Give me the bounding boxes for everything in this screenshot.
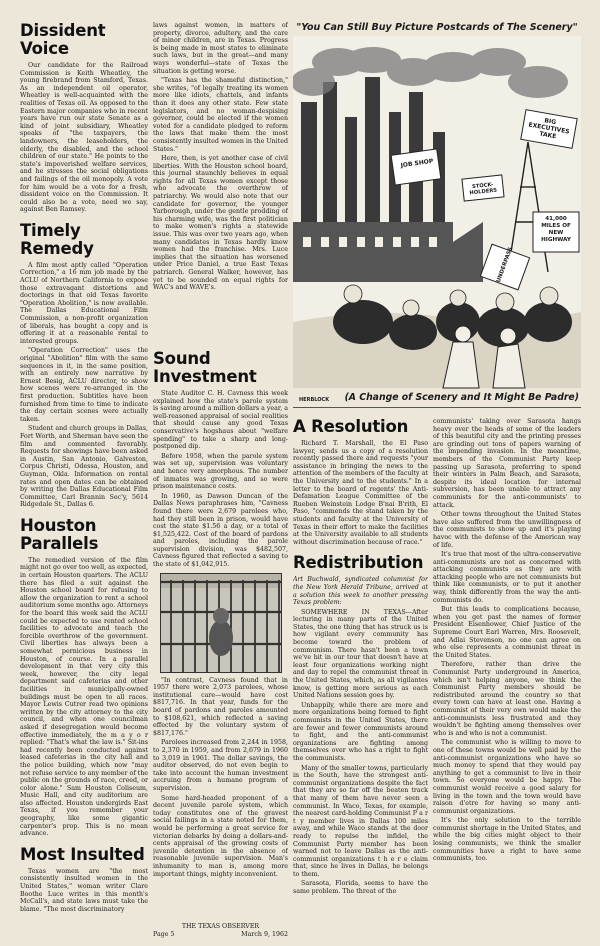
paragraph: Richard T. Marshall, the El Paso lawyer, sends us a copy of a resolution recently passed there and requests "your assistance in bringing the news to the attention of the members of the faculty at the University and to the students." In a letter to the board of regents' the Anti-Defamation League Committee of the Rueben Weinstein Lodge B'nai B'rith, El Paso, "commends the stand taken by the students and faculty at the University of Texas in their effort to make the facilities at the University available to all students without discrimination because of race." bbox=[293, 440, 428, 546]
headline-dissident-voice: Dissident Voice bbox=[20, 22, 106, 58]
cartoon-sign-1: JOB SHOP bbox=[400, 157, 434, 170]
paragraph: Other towns throughout the United States have also suffered from the unwillingness of the communists to show up and it's playing havoc with the defense of the American way of life. bbox=[433, 511, 581, 549]
column-1 bbox=[20, 22, 148, 927]
paragraph: A film most aptly called "Operation Correction," a 16 mm job made by the ACLU of Northern California to expose those extravagant distortions and doctorings in that old Texas favorite "Operation Abolition," is now available. The Dallas Educational Film Commission, a non-profit organization of liberals, has bought a copy and is offering it at a reasonable rental to interested groups. bbox=[20, 261, 148, 345]
publication-name: THE TEXAS OBSERVER bbox=[181, 923, 260, 930]
headline-most-insulted: Most Insulted bbox=[20, 844, 145, 864]
paragraph: The remedied version of the film might not go over too well, as expected, in certain Houston quarters. The ACLU there has filed a suit against the Houston school board for refusing to allow the organization to rent a school auditorium some months ago. Attorneys for the board this week said the ACLU could be expected to use rented school facilities to advocate and teach the forcible overthrow of the government. Civil liberties has always been a somewhat pernicious business in Houston, of course. In a parallel development in that very city this week, however, the city legal department said cafeterias and other facilities in municipally-owned buildings must be open to all races. Mayor Lewis Cutrer read two opinions written by the city attorney to the city council, and when one councilman asked if desegregation would become effective immediately, the m a y o r replied: "That's what the law is." Sit-ins had recently been conducted against leased cafeterias in the city hall and the police building, which now "may not refuse service to any member of the public on the grounds of race, creed, or color alone." Sam Houston Coliseum, Music Hall, and city auditorium are also affected. Houston undergirds East Texas, if you remember your geography, like some gigantic carpenter's prop. This is no mean advance. bbox=[20, 556, 148, 838]
headline-houston-parallels: Houston Parallels bbox=[20, 515, 99, 553]
paragraph: In 1960, as Dawson Duncan of the Dallas News paraphrases him, "Cavness found there were 2,679 parolees who, had they still been in prison, would have cost the state $1.56 a day, or a total of $1,525,422. Cost of the board of pardons and paroles, including the parole supervision division, was $482,507, Cavness figured that reflected a saving to the state of $1,042,915. bbox=[153, 492, 288, 569]
paragraph: Unhappily, while there are more and more organizations being formed to fight communists in the United States, there are fewer and fewer communists around to fight, and the anti-communist organizations are fighting among themselves over who has a right to fight the communists. bbox=[293, 701, 428, 762]
paragraph: It's true that most of the ultra-conservative anti-communists are not as concerned with attacking communists as they are with attacking people who are not communists but think like communists, or to put it another way, think differently from the way the anti-communists do. bbox=[433, 551, 581, 604]
paragraph: "Operation Correction" uses the original "Abolition" film with the same sequences in it, in the same position, with an entirely new narrative by Ernest Besig, ACLU director, to show how scenes were re-arranged in the first production. Subtitles have been furnished from time to time to indicate the day certain scenes were actually taken. bbox=[20, 347, 148, 423]
headline-a-resolution: A Resolution bbox=[293, 418, 409, 436]
column-2-top bbox=[153, 22, 288, 347]
intro-paragraph: Art Buchwald, syndicated columnist for the New York Herald Tribune, arrived at a solution this week to another pressing Texas problem: bbox=[293, 576, 428, 607]
editorial-cartoon bbox=[293, 22, 581, 408]
headline-timely-remedy: Timely Remedy bbox=[20, 220, 94, 258]
headline-redistribution: Redistribution bbox=[293, 553, 424, 573]
cartoon-illustration bbox=[293, 22, 581, 407]
prison-photo bbox=[160, 573, 282, 673]
paragraph: Our candidate for the Railroad Commission is Keith Wheatley, the young firebrand from Stamford, Texas. As an independent oil operator, Wheatley is well-acquainted with the realities of Texas oil. As opposed to the Eastern major companies who in recent years have run our state Senate as a kind of joint subsidiary, Wheatley speaks of "the taxpayers, the landowners, the leaseholders, the elderly, the disabled, and the school children of our state." He points to the state's impoverished welfare services, and he stresses the social obligations and failings of the oil monopoly. A vote for him would be a vote for a fresh, dissident voice on the Commission. It could also be a vote, need we say, against Ben Ramsey. bbox=[20, 62, 148, 214]
paragraph: It's the only solution to the terrible communist shortage in the United States, and while the big cities might object to their losing communists, we think the smaller communities have a right to have some communists, too. bbox=[433, 817, 581, 863]
paragraph: Many of the smaller towns, particularly in the South, have the strongest anti-communist organizations despite the fact that they are so far off the beaten track that many of them have never seen a communist. In Waco, Texas, for example, the nearest card-holding Communist P a r t y member lives in Dallas 100 miles away, and while Waco stands at the door ready to repulse the infidel, the Communist Party member has been warned not to leave Dallas as the anti-communist organizations t h e r e claim that, since he lives in Dallas, he belongs to them. bbox=[293, 764, 428, 878]
paragraph: Parolees increased from 2,244 in 1958, to 2,370 in 1959, and from 2,679 in 1960 to 3,019 in 1961. The dollar savings, the auditor observed, do not even begin to take into account the human investment accruing from a humane program of supervision. bbox=[153, 739, 288, 792]
page-footer bbox=[153, 923, 288, 938]
paragraph: Before 1958, when the parole system was set up, supervision was voluntary and hence very amorphous. The number of inmates was growing, and so were prison maintenance costs. bbox=[153, 452, 288, 491]
issue-date: March 9, 1962 bbox=[241, 931, 288, 938]
paragraph: "In contrast, Cavness found that in 1957 there were 2,073 parolees, whose institutional care—would have cost $817,716. In that year, funds for the board of pardons and paroles amounted to $108,621, which reflected a saving effected by the voluntary system of $817,176." bbox=[153, 676, 288, 737]
cartoon-sign-2: BIG EXECUTIVES TAKE bbox=[527, 117, 571, 141]
paragraph: SOMEWHERE IN TEXAS—After lecturing in many parts of the United States, the one thing that has struck us is how vigilant every community has become toward the problem of communism. There hasn't been a town we've hit in our tour that doesn't have at least four organizations working night and day to repel the communist threat in the United States, which, as all vigilantes know, is getting more serious as each United Nations session goes by. bbox=[293, 608, 428, 700]
page-number: Page 5 bbox=[153, 931, 175, 938]
article-dissident-voice bbox=[20, 22, 148, 214]
article-houston-parallels bbox=[20, 517, 148, 838]
paragraph: Some hard-headed proponent of a decent juvenile parole system, which today constitutes one of the gravest social failings in a state noted for them, would be performing a great service for victorian debarks by doing a dollars-and-cents appraisal of the growing costs of juvenile detention in the absence of reasonable juvenile supervision. Man's inhumanity to man is, among more important things, mighty inconvenient. bbox=[153, 794, 288, 878]
paragraph: State Auditor C. H. Cavness this week explained how the state's parole system is saving around a million dollars a year, a well-reasoned appraisal of social realities that should cause any good Texas conservative's hogshaus about "welfare spending" to take a sharp and long-postponed dip. bbox=[153, 390, 288, 451]
paragraph: Therefore, rather than drive the Communist Party underground in America, which isn't helping anyone, we think the Communist Party members should be redistributed around the country so that every town can have at least one. Having a communist of their very own would make the anti-communists less frustrated and they wouldn't be fighting among themselves over who is and who is not a communist. bbox=[433, 661, 581, 737]
paragraph: communists' taking over Sarasota hangs heavy over the heads of some of the leaders of this beautiful city and the printing presses are grinding out tons of papers warning of the impending invasion. In the meantime, members of the Communist Party keep passing up Sarasota, preferring to spend their winters in Palm Beach, and Sarasota, despite its ideal location for internal subversion, has been unable to attract any communists for the anti-communists' to attack. bbox=[433, 418, 581, 509]
paragraph: Student and church groups in Dallas, Fort Worth, and Sherman have seen the film and commented favorably. Requests for showings have been asked in Austin, San Antonio, Galveston, Corpus Christi, Odessa, Houston, and Guyman, Okla. Information on rental rates and open dates can be obtained by writing the Dallas Educational Film Committee, Carl Brannin Sec'y, 5614 Ridgedale St., Dallas 6. bbox=[20, 425, 148, 509]
cartoon-sign-5: UNDERPASS bbox=[495, 246, 515, 284]
paragraph: laws against women, in matters of property, divorce, adultery, and the care of minor children, are in Texas. Progress is being made in most states to eliminate such laws, but in the great—and many ways wonderful—state of Texas the situation is getting worse. bbox=[153, 22, 288, 75]
cartoon-sign-4: STOCK-HOLDERS bbox=[469, 181, 498, 197]
cartoon-sign-3: 41,000 MILES OF NEW HIGHWAY bbox=[541, 216, 571, 243]
paragraph: But this leads to complications because, when you get past the names of former President Eisenhower, Chief Justice of the Supreme Court Earl Warren, Mrs. Roosevelt, and Adlai Stevenson, no one can agree on who else represents a communist threat in the United States. bbox=[433, 606, 581, 659]
column-2-bottom bbox=[153, 350, 288, 927]
cartoonist-signature: HERBLOCK bbox=[299, 397, 330, 403]
headline-sound-investment: Sound Investment bbox=[153, 350, 257, 386]
paragraph: "Texas has the shameful distinction," she writes, "of legally treating its women more like idiots, chattels, and infants than it does any other state. Few state legislators, and no woman-despising governor, could be elected if the women voted for a candidate pledged to reform the laws that make them the most consistently insulted women in the United States." bbox=[153, 77, 288, 153]
article-most-insulted bbox=[20, 846, 148, 914]
cartoon-caption: (A Change of Scenery and It Might Be Padre) bbox=[344, 392, 579, 403]
article-timely-remedy bbox=[20, 222, 148, 509]
cartoon-title: "You Can Still Buy Picture Postcards of The Scenery" bbox=[296, 22, 578, 33]
paragraph: Sarasota, Florida, seems to have the same problem. The threat of the bbox=[293, 880, 428, 896]
paragraph: The communist who is willing to move to one of these towns would be well paid by the anti-communist organizations who have so much money to spend that they would pay anything to get a communist to live in their town. So everyone would be happy. The communist would receive a good salary for living in the town and the town would have raison d'etre for having so many anti-communist organizations. bbox=[433, 739, 581, 815]
paragraph: Here, then, is yet another case of civil liberties. With the Houston school board, this journal staunchly believes in equal rights for all Texas women except those who advocate the overthrow of patriarchy. We would also note that our candidate for governor, the younger Yarborough, under the gentle prodding of his charming wife, was the first politician to make women's rights a statewide issue. This was over two years ago, when many candidates in Texas hardly knew women had the franchise. Mrs. Luce implies that the situation has worsened under Price Daniel, a true East Texas patriarch. General Walker, however, has yet to be sounded on equal rights for WAC's and WAVE's. bbox=[153, 155, 288, 292]
column-4 bbox=[433, 418, 581, 928]
column-3 bbox=[293, 418, 428, 928]
paragraph: Texas women are "the most consistently insulted women in the United States," woman writer Clare Boothe Luce writes in this month's McCall's, and state laws must take the blame. "The most discriminatory bbox=[20, 867, 148, 913]
